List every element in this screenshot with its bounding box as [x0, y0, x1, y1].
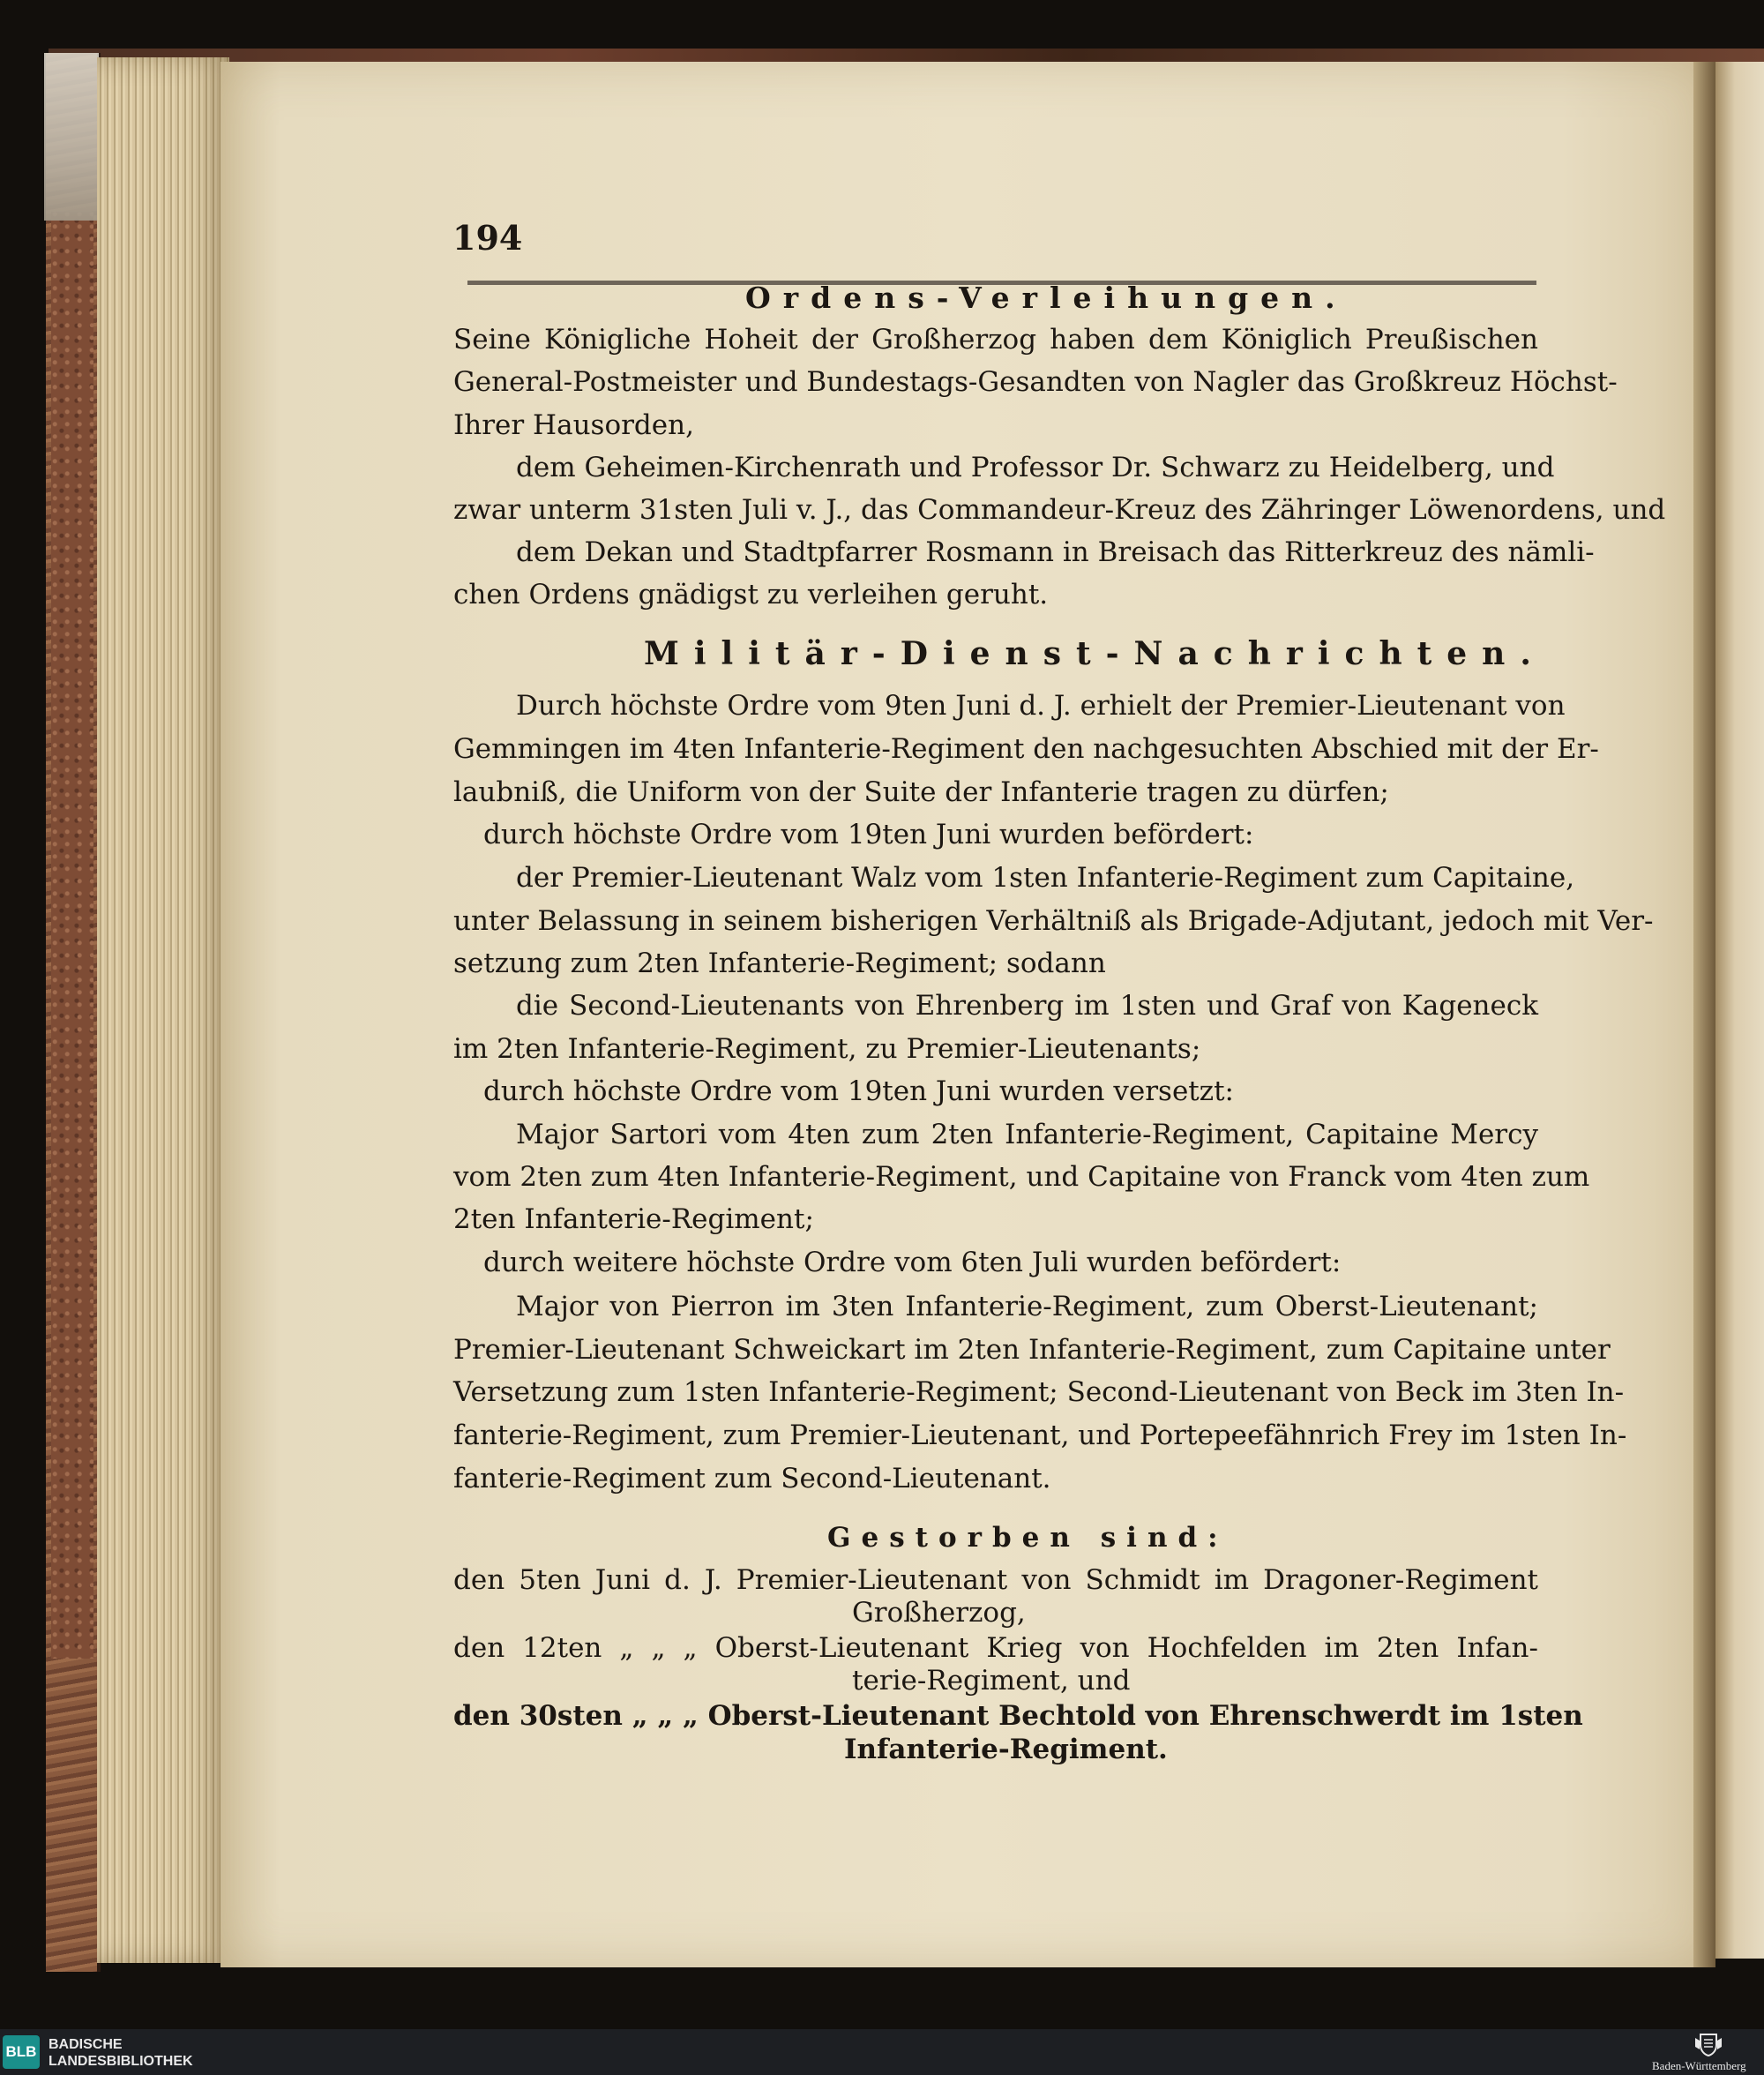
- viewer-footer-bar: [0, 2029, 1764, 2075]
- text-line: zwar unterm 31sten Juli v. J., das Commandeur-Kreuz des Zähringer Löwenordens, und: [453, 494, 1666, 526]
- page-number: 194: [452, 218, 523, 258]
- text-line: setzung zum 2ten Infanterie-Regiment; sodann: [453, 948, 1106, 979]
- text-line: terie-Regiment, und: [852, 1665, 1131, 1697]
- text-line: unter Belassung in seinem bisherigen Verhältniß als Brigade-Adjutant, jedoch mit Ver-: [453, 905, 1654, 937]
- library-name-line1: BADISCHE: [49, 2037, 123, 2052]
- text-line: Premier-Lieutenant Schweickart im 2ten Infanterie-Regiment, zum Capitaine unter: [453, 1334, 1611, 1366]
- text-line: Durch höchste Ordre vom 9ten Juni d. J. erhielt der Premier-Lieutenant von: [516, 690, 1566, 722]
- section-heading-orders: Ordens-Verleihungen.: [745, 281, 1348, 315]
- text-line: chen Ordens gnädigst zu verleihen geruht.: [453, 579, 1049, 611]
- text-line: vom 2ten zum 4ten Infanterie-Regiment, und Capitaine von Franck vom 4ten zum: [453, 1161, 1590, 1193]
- text-line: Großherzog,: [852, 1597, 1026, 1629]
- text-line: 2ten Infanterie-Regiment;: [453, 1203, 814, 1235]
- baden-wuerttemberg-emblem-icon: [1693, 2033, 1723, 2057]
- book-gutter: [1693, 62, 1715, 1967]
- text-line: fanterie-Regiment zum Second-Lieutenant.: [453, 1463, 1051, 1494]
- text-line: Seine Königliche Hoheit der Großherzog haben dem Königlich Preußischen: [453, 324, 1538, 356]
- text-line: den 5ten Juni d. J. Premier-Lieutenant von Schmidt im Dragoner-Regiment: [453, 1564, 1538, 1596]
- text-line: laubniß, die Uniform von der Suite der Infanterie tragen zu dürfen;: [453, 776, 1389, 808]
- text-line: den 12ten „ „ „ Oberst-Lieutenant Krieg von Hochfelden im 2ten Infan-: [453, 1632, 1538, 1664]
- state-label: Baden-Württemberg: [1652, 2059, 1746, 2072]
- page-edges: [97, 57, 229, 1963]
- text-line: fanterie-Regiment, zum Premier-Lieutenant, und Portepeefähnrich Frey im 1sten In-: [453, 1420, 1627, 1451]
- text-line: Ihrer Hausorden,: [453, 409, 694, 441]
- text-line: Versetzung zum 1sten Infanterie-Regiment; Second-Lieutenant von Beck im 3ten In-: [453, 1376, 1625, 1408]
- blb-logo[interactable]: BLB: [3, 2035, 40, 2069]
- text-line: Gemmingen im 4ten Infanterie-Regiment den nachgesuchten Abschied mit der Er-: [453, 733, 1599, 765]
- text-line: Infanterie-Regiment.: [844, 1734, 1168, 1765]
- section-heading-military: Militär-Dienst-Nachrichten.: [644, 635, 1546, 672]
- section-heading-deaths: Gestorben sind:: [827, 1522, 1229, 1554]
- text-line: die Second-Lieutenants von Ehrenberg im 1sten und Graf von Kageneck: [516, 990, 1538, 1022]
- text-line: durch höchste Ordre vom 19ten Juni wurden befördert:: [483, 819, 1254, 850]
- text-line: General-Postmeister und Bundestags-Gesandten von Nagler das Großkreuz Höchst-: [453, 366, 1618, 398]
- text-line: durch höchste Ordre vom 19ten Juni wurden versetzt:: [483, 1075, 1235, 1107]
- text-line: dem Geheimen-Kirchenrath und Professor Dr. Schwarz zu Heidelberg, und: [516, 452, 1555, 483]
- library-name: [49, 2036, 193, 2070]
- cover-corner-paper: [44, 53, 99, 221]
- text-line: Major Sartori vom 4ten zum 2ten Infanterie-Regiment, Capitaine Mercy: [516, 1119, 1538, 1150]
- text-line: Major von Pierron im 3ten Infanterie-Regiment, zum Oberst-Lieutenant;: [516, 1291, 1538, 1322]
- text-line: den 30sten „ „ „ Oberst-Lieutenant Bechtold von Ehrenschwerdt im 1sten: [453, 1700, 1583, 1732]
- text-line: durch weitere höchste Ordre vom 6ten Juli wurden befördert:: [483, 1247, 1342, 1278]
- marbled-cover: [51, 212, 93, 1659]
- text-line: der Premier-Lieutenant Walz vom 1sten Infanterie-Regiment zum Capitaine,: [516, 862, 1575, 894]
- facing-page-edge: [1715, 62, 1764, 1959]
- text-line: im 2ten Infanterie-Regiment, zu Premier-Lieutenants;: [453, 1033, 1201, 1065]
- library-name-line2: LANDESBIBLIOTHEK: [49, 2054, 193, 2069]
- text-line: dem Dekan und Stadtpfarrer Rosmann in Breisach das Ritterkreuz des nämli-: [516, 536, 1595, 568]
